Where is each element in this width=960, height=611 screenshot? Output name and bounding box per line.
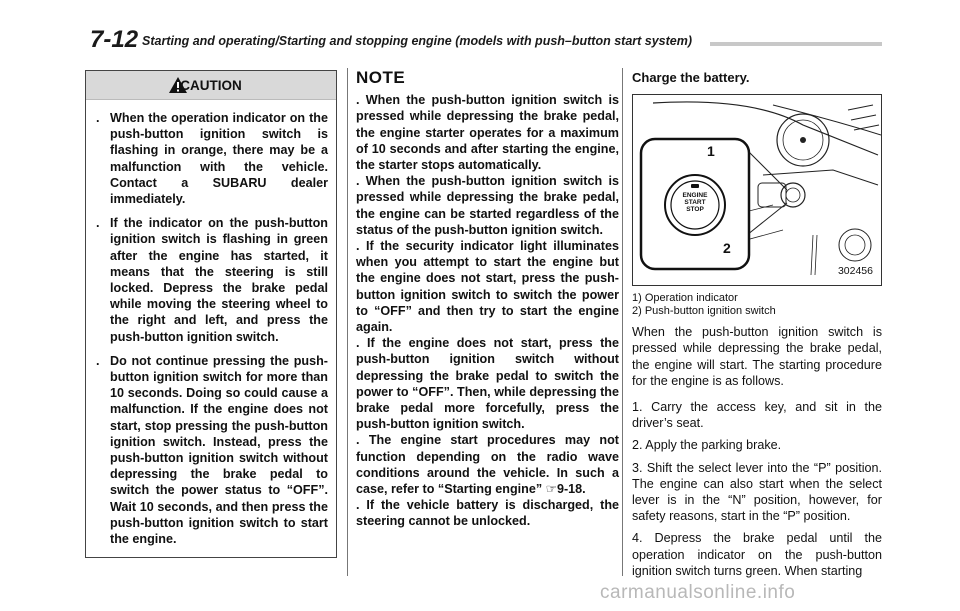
note-item-5: . The engine start procedures may not function depending on the radio wave conditions around the vehicle. In such a case, refer to “Starting engine” ☞9-18. [356, 433, 619, 497]
note-item-4: . If the engine does not start, press the push-button ignition switch without depressing the brake pedal to switch the power to “OFF”. Then, while depressing the brake pedal more forcefully, press the push-button ignition switch. [356, 336, 619, 432]
caution-title: CAUTION [180, 78, 242, 93]
column-divider-2 [622, 68, 623, 576]
note-title: NOTE [356, 68, 406, 87]
note-item-2: . When the push-button ignition switch is pressed while depressing the brake pedal, the engine can be started regardless of the status of the push-button ignition switch. [356, 174, 619, 237]
note-body [356, 92, 619, 529]
caution-box [85, 70, 337, 558]
caution-item-1: . When the operation indicator on the push-button ignition switch is flashing in orange, there may be a malfunction with the vehicle. Contact a SUBARU dealer immediately. [96, 111, 328, 207]
engine-start-stop-button-label: ENGINE START STOP [682, 192, 708, 214]
intro-paragraph: When the push-button ignition switch is pressed while depressing the brake pedal, the engine will start. The starting procedure for the engine is as follows. [632, 325, 882, 388]
caution-header [86, 71, 336, 100]
step-4: 4. Depress the brake pedal until the operation indicator on the push-button ignition switch turns green. When starting [632, 531, 882, 578]
figure-caption [632, 292, 882, 318]
header-rule [710, 42, 882, 46]
note-item-6: . If the vehicle battery is discharged, the steering cannot be unlocked. [356, 498, 620, 529]
dashboard-illustration [633, 95, 882, 285]
figure-id: 302456 [837, 265, 873, 277]
caution-body [86, 100, 336, 547]
note-item-1: . When the push-button ignition switch is pressed while depressing the brake pedal, the engine starter operates for a maximum of 10 seconds and after starting the engine, the starter stops automatically. [356, 93, 619, 173]
caution-item-3: . Do not continue pressing the push-button ignition switch for more than 10 seconds. Doing so could cause a malfunction. If the engine does not start, stop pressing the push-button ignition switch. Instead, press the push-button ignition switch without depressing the brake pedal to switch the power status to “OFF”. Wait 10 seconds, and then press the push-button ignition switch to start the engine. [96, 353, 328, 547]
note-item-3: . If the security indicator light illuminates when you attempt to start the engine but the engine does not start, press the push-button ignition switch to switch the power to “OFF” and then try to start the engine again. [356, 239, 619, 335]
ignition-figure [632, 94, 882, 286]
step-1: 1. Carry the access key, and sit in the driver’s seat. [632, 400, 882, 431]
page-header [90, 26, 882, 56]
running-head: Starting and operating/Starting and stopping engine (models with push–button start system) [142, 34, 693, 48]
caption-item-1: 1) Operation indicator [632, 292, 738, 305]
reference-icon: ☞ [545, 482, 557, 497]
callout-2: 2 [723, 240, 731, 257]
section-heading: Charge the battery. [632, 70, 750, 85]
caution-item-2: . If the indicator on the push-button ignition switch is flashing in green after the engine has started, it means that the steering is still locked. Depress the brake pedal while moving the steering wheel to the right and left, and press the push-button ignition switch. [96, 216, 328, 344]
page-number: 7-12 [90, 26, 139, 53]
step-3: 3. Shift the select lever into the “P” position. The engine can also start when the select lever is in the “N” position, however, for safety reasons, start in the “P” position. [632, 460, 882, 524]
reference-link[interactable]: 9-18. [556, 482, 586, 497]
column-note [356, 70, 619, 530]
step-2: 2. Apply the parking brake. [632, 438, 782, 453]
column-procedure [632, 70, 882, 579]
callout-1: 1 [707, 143, 715, 160]
watermark: carmanualsonline.info [600, 582, 796, 603]
caption-item-2: 2) Push-button ignition switch [632, 305, 776, 318]
column-caution [85, 70, 337, 558]
column-divider [347, 68, 348, 576]
